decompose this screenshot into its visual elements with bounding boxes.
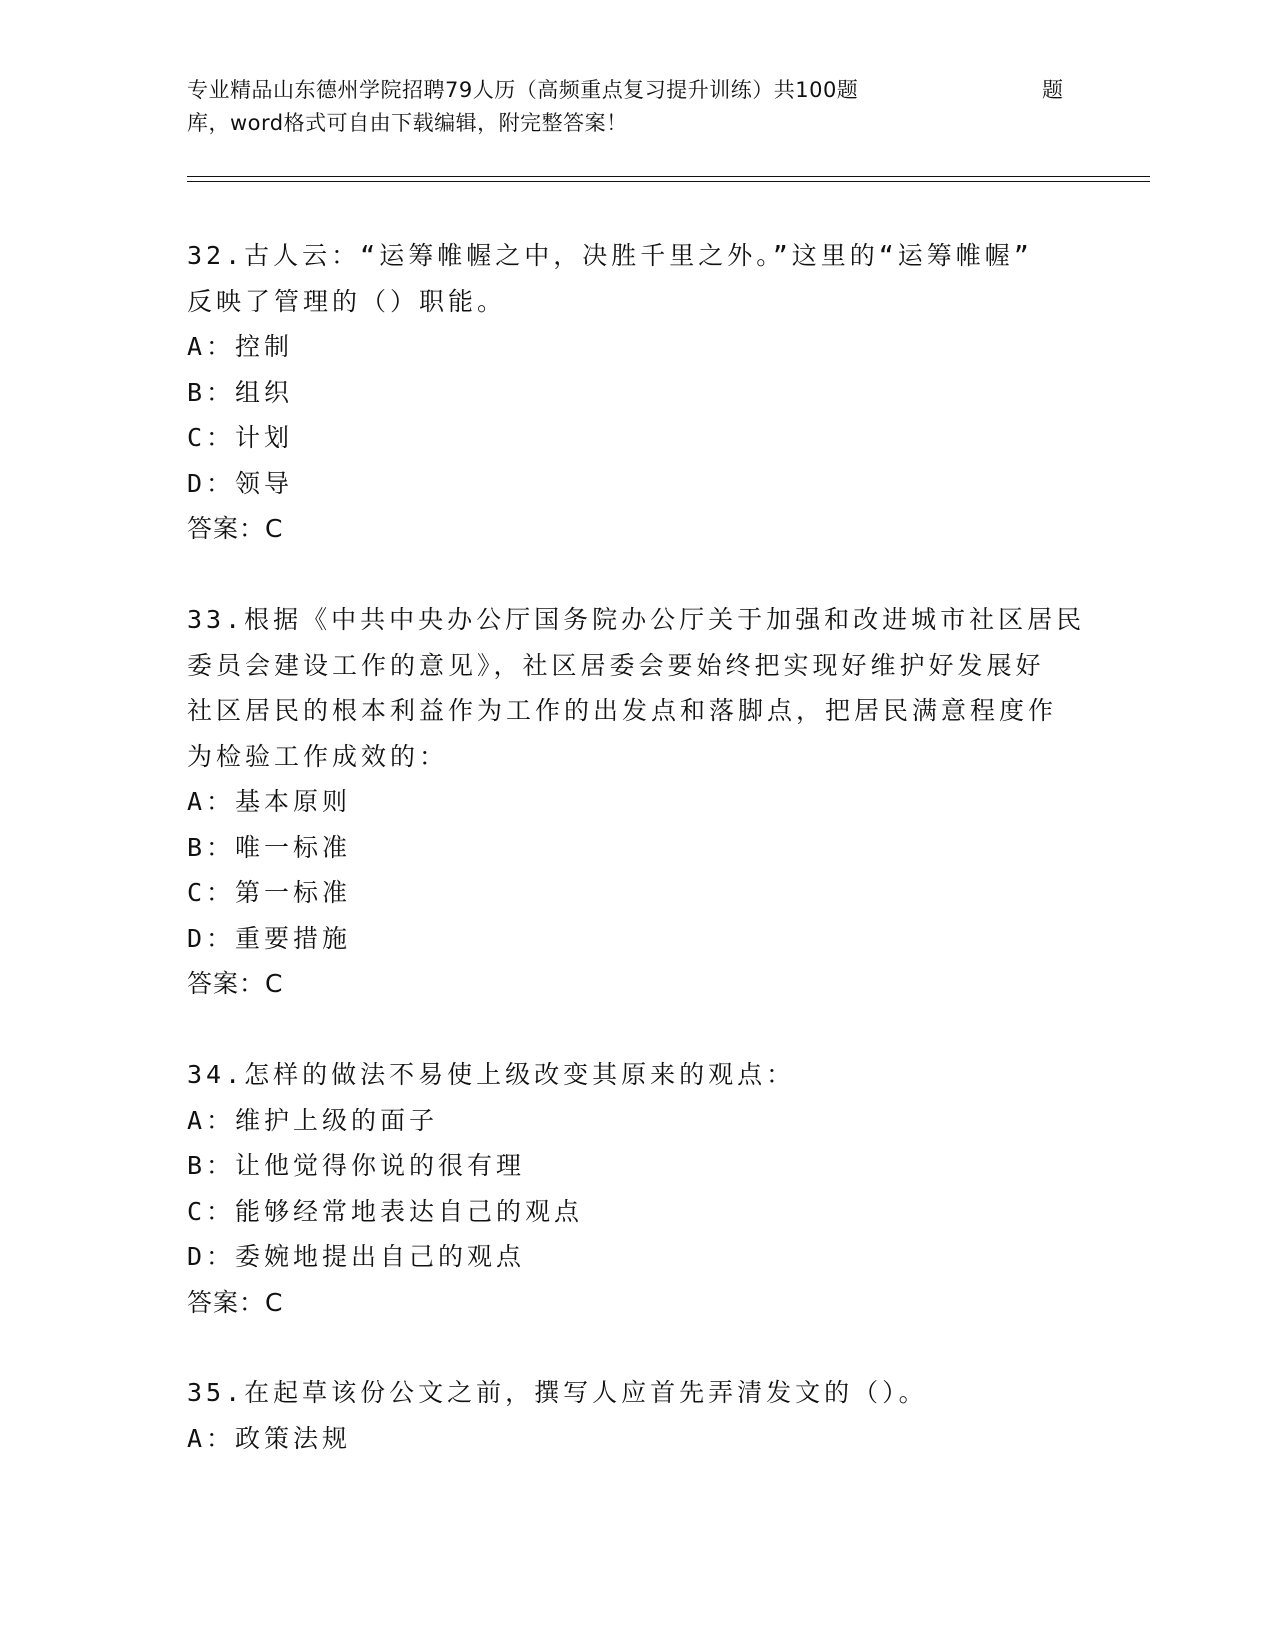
option-a: A：基本原则	[187, 787, 352, 816]
option-a: A：控制	[187, 332, 294, 361]
question-32	[187, 233, 1087, 552]
question-stem-line: 委员会建设工作的意见》，社区居委会要始终把实现好维护好发展好	[187, 650, 1045, 680]
question-stem-line: 32.古人云：“运筹帷幄之中，决胜千里之外。”这里的“运筹帷幄”	[187, 241, 1033, 270]
option-b: B：让他觉得你说的很有理	[187, 1151, 526, 1180]
header-line-1	[187, 74, 1067, 107]
option-d: D：委婉地提出自己的观点	[187, 1242, 526, 1271]
option-c: C：第一标准	[187, 878, 352, 907]
option-b: B：唯一标准	[187, 832, 352, 862]
question-stem-line: 社区居民的根本利益作为工作的出发点和落脚点，把居民满意程度作	[187, 696, 1058, 725]
option-b: B：组织	[187, 377, 294, 407]
header-divider-top	[187, 176, 1150, 177]
question-stem-line: 为检验工作成效的：	[187, 741, 449, 771]
option-a: A：维护上级的面子	[187, 1105, 439, 1135]
question-stem-line: 35.在起草该份公文之前，撰写人应首先弄清发文的（）。	[187, 1378, 928, 1407]
answer: 答案：C	[187, 1287, 284, 1317]
answer: 答案：C	[187, 514, 284, 543]
option-c: C：计划	[187, 423, 294, 452]
header-title: 专业精品山东德州学院招聘79人历（高频重点复习提升训练）共100题	[187, 78, 859, 102]
option-d: D：重要措施	[187, 923, 352, 953]
header-divider-bottom	[187, 181, 1150, 182]
option-d: D：领导	[187, 468, 294, 498]
answer: 答案：C	[187, 969, 284, 998]
question-stem-line: 反映了管理的（）职能。	[187, 286, 507, 316]
question-stem-line: 33.根据《中共中央办公厅国务院办公厅关于加强和改进城市社区居民	[187, 605, 1086, 634]
option-a: A：政策法规	[187, 1423, 352, 1453]
header-title-tail: 题	[1042, 78, 1064, 102]
option-c: C：能够经常地表达自己的观点	[187, 1196, 584, 1226]
question-34	[187, 1052, 1087, 1325]
question-33	[187, 597, 1087, 1007]
header-line-2: 库，word格式可自由下载编辑，附完整答案！	[187, 111, 628, 135]
document-header	[187, 74, 1067, 140]
question-stem-line: 34.怎样的做法不易使上级改变其原来的观点：	[187, 1060, 796, 1089]
question-35	[187, 1370, 1087, 1461]
